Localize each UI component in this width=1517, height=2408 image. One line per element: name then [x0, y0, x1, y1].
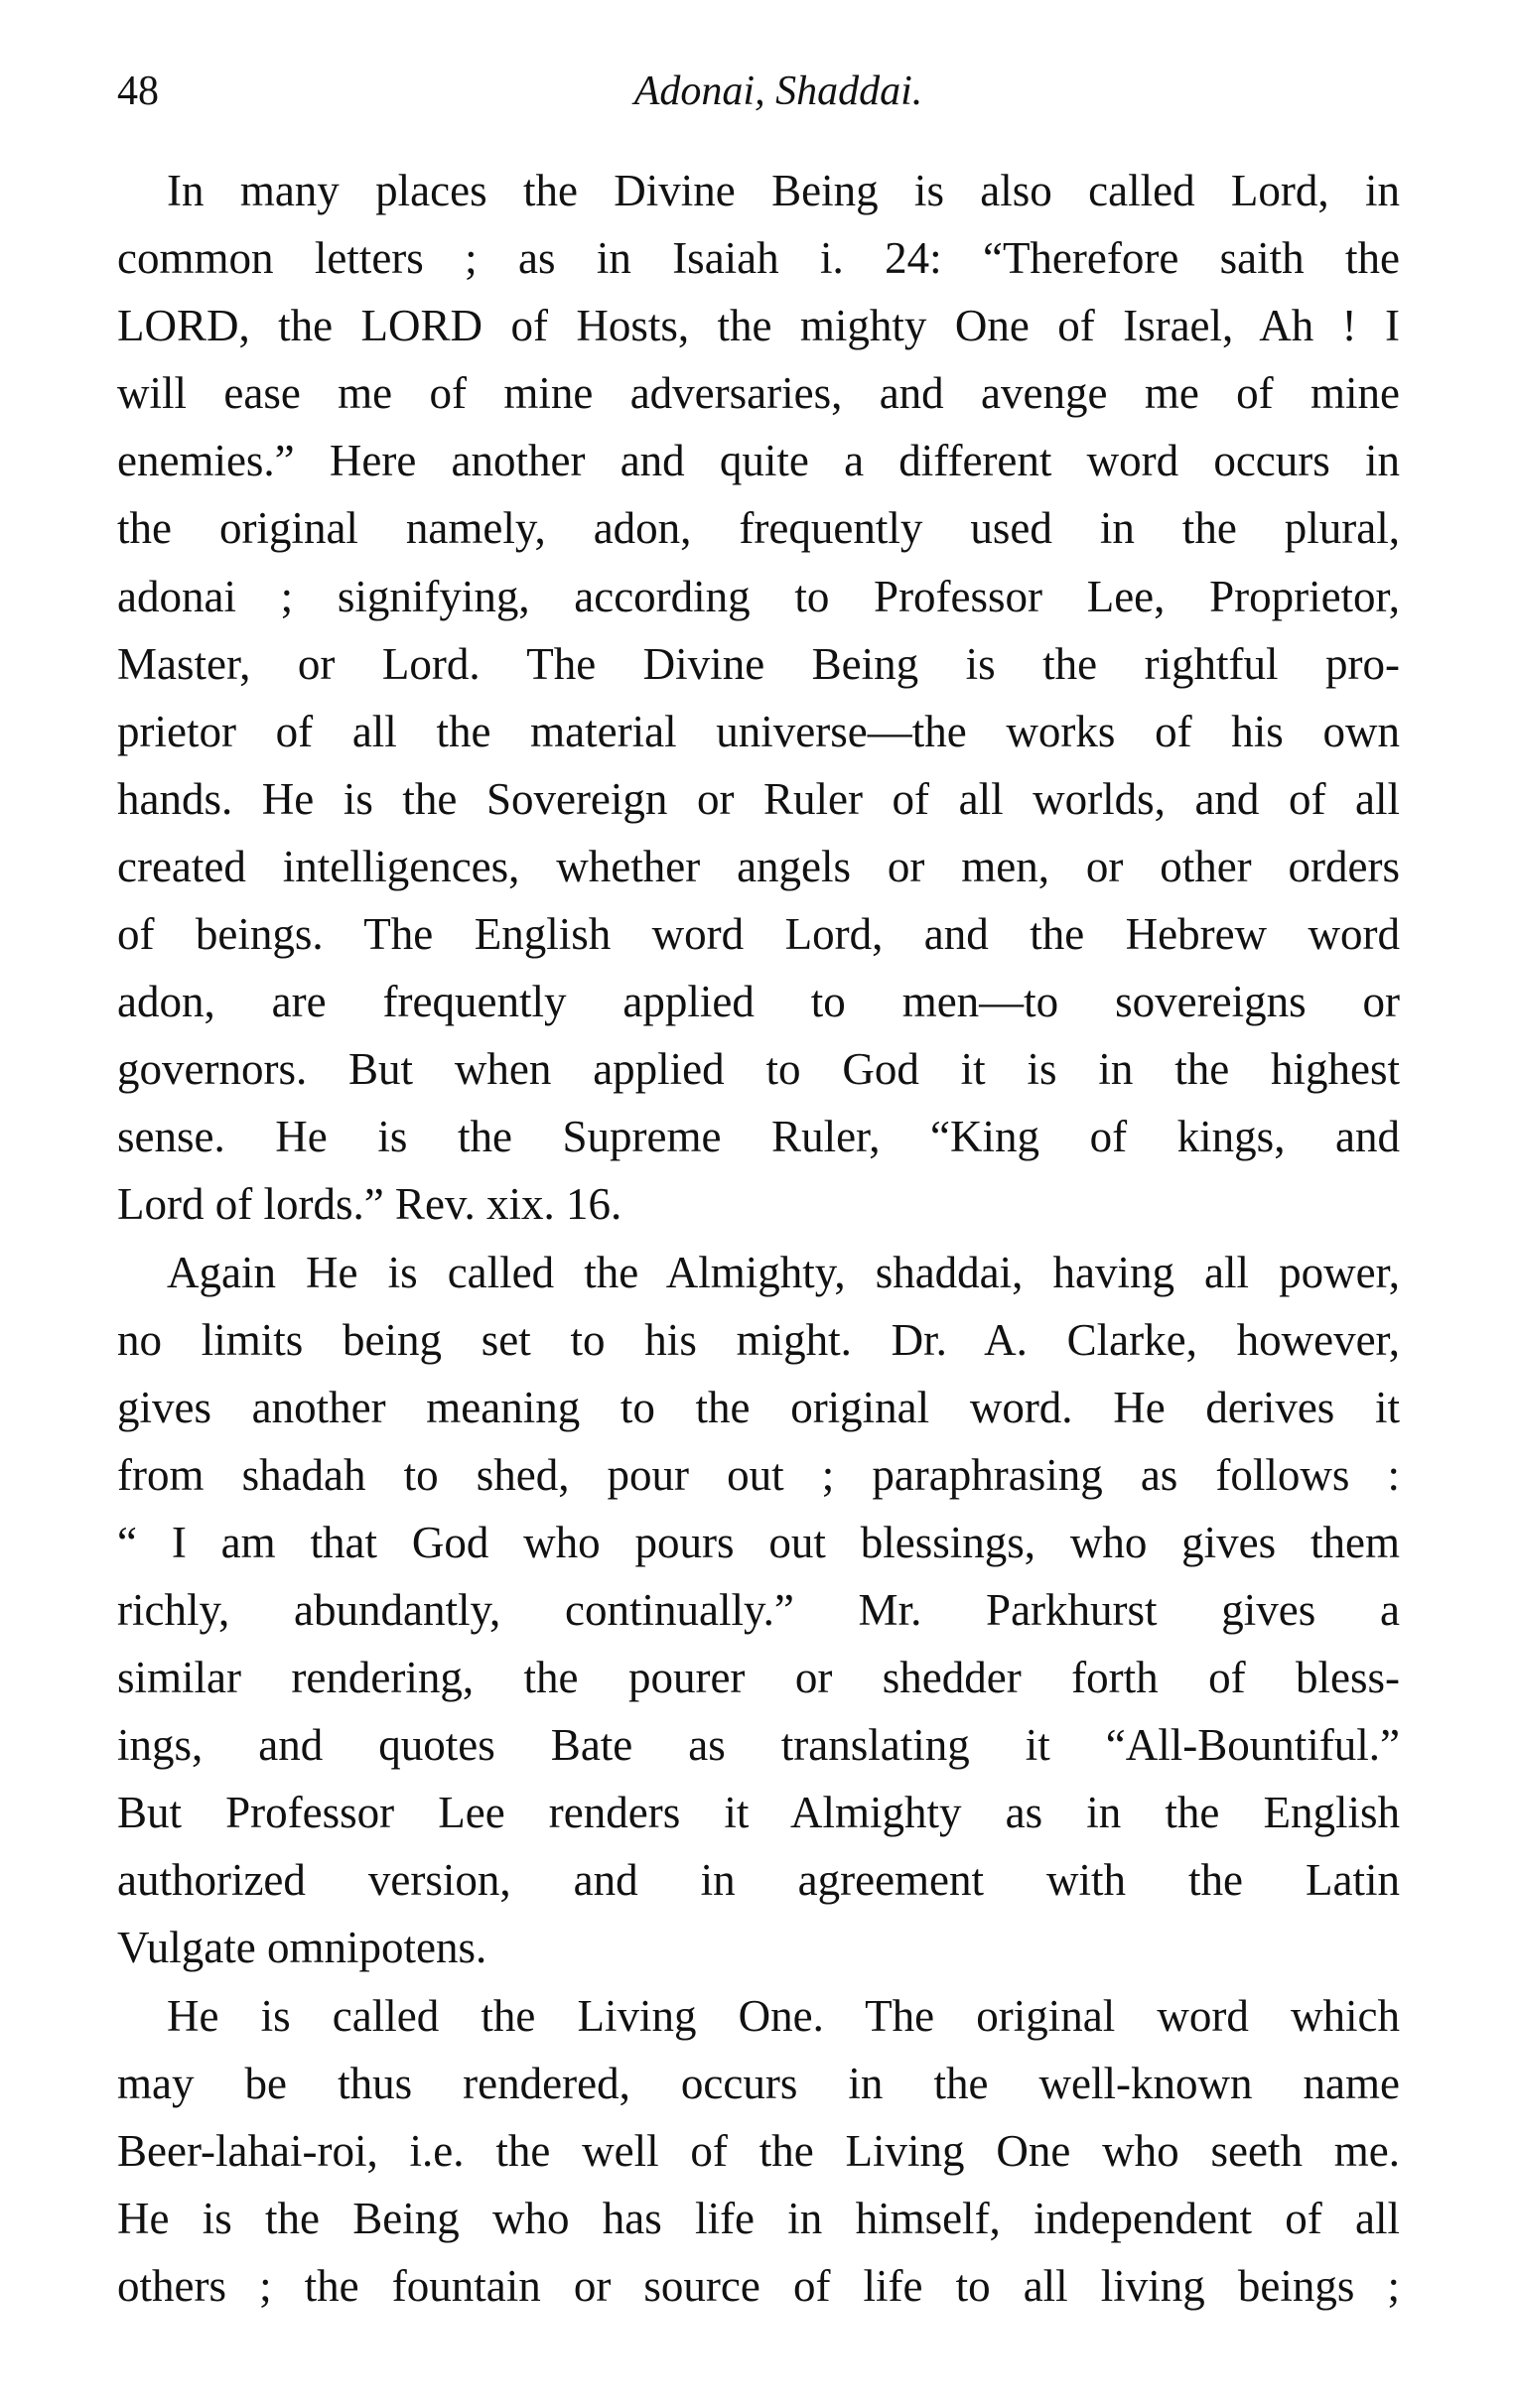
text-line: may be thus rendered, occurs in the well-known name: [117, 2058, 1400, 2108]
paragraph-3: [117, 1982, 1400, 2320]
text-line: adon, are frequently applied to men—to sovereigns or: [117, 977, 1400, 1027]
text-line: ings, and quotes Bate as translating it “All-Bountiful.”: [117, 1720, 1400, 1771]
text-line: similar rendering, the pourer or shedder forth of bless-: [117, 1653, 1400, 1703]
text-line: richly, abundantly, continually.” Mr. Parkhurst gives a: [117, 1584, 1400, 1635]
text-line: Again He is called the Almighty, shaddai, having all power,: [167, 1247, 1400, 1297]
text-line: adonai ; signifying, according to Professor Lee, Proprietor,: [117, 571, 1400, 621]
text-line: common letters ; as in Isaiah i. 24: “Therefore saith the: [117, 233, 1400, 284]
text-line: enemies.” Here another and quite a different word occurs in: [117, 436, 1400, 486]
paragraph-1: [117, 157, 1400, 1239]
text-line: In many places the Divine Being is also called Lord, in: [167, 166, 1400, 215]
page-number: 48: [117, 68, 159, 114]
text-line: of beings. The English word Lord, and the Hebrew word: [117, 909, 1400, 960]
text-line: But Professor Lee renders it Almighty as in the English: [117, 1788, 1400, 1838]
text-line: authorized version, and in agreement with the Latin: [117, 1855, 1400, 1906]
text-line: hands. He is the Sovereign or Ruler of all worlds, and of all: [117, 773, 1400, 824]
text-line: gives another meaning to the original word. He derives it: [117, 1382, 1400, 1432]
text-line: from shadah to shed, pour out ; paraphrasing as follows :: [117, 1449, 1400, 1500]
text-line: He is called the Living One. The original word which: [167, 1990, 1400, 2041]
running-head: [117, 62, 1400, 121]
paragraph-2: [117, 1239, 1400, 1982]
text-line: no limits being set to his might. Dr. A. Clarke, however,: [117, 1314, 1400, 1365]
text-line: prietor of all the material universe—the works of his own: [117, 706, 1400, 756]
text-line: governors. But when applied to God it is in the highest: [117, 1044, 1400, 1095]
text-line: Master, or Lord. The Divine Being is the rightful pro-: [117, 638, 1400, 689]
text-line: Lord of lords.” Rev. xix. 16.: [117, 1179, 622, 1230]
text-line: Beer-lahai-roi, i.e. the well of the Living One who seeth me.: [117, 2125, 1400, 2176]
text-line: sense. He is the Supreme Ruler, “King of kings, and: [117, 1112, 1400, 1162]
text-line: others ; the fountain or source of life to all living beings ;: [117, 2260, 1400, 2311]
text-line: the original namely, adon, frequently used in the plural,: [117, 503, 1400, 554]
text-line: He is the Being who has life in himself, independent of all: [117, 2193, 1400, 2243]
text-line: LORD, the LORD of Hosts, the mighty One of Israel, Ah ! I: [117, 301, 1400, 351]
running-title: Adonai, Shaddai.: [633, 68, 923, 114]
text-line: will ease me of mine adversaries, and avenge me of mine: [117, 368, 1400, 419]
text-line: Vulgate omnipotens.: [117, 1923, 487, 1973]
text-line: created intelligences, whether angels or men, or other orders: [117, 841, 1400, 891]
text-line: “ I am that God who pours out blessings, who gives them: [117, 1517, 1400, 1567]
body-text: [117, 157, 1400, 2320]
